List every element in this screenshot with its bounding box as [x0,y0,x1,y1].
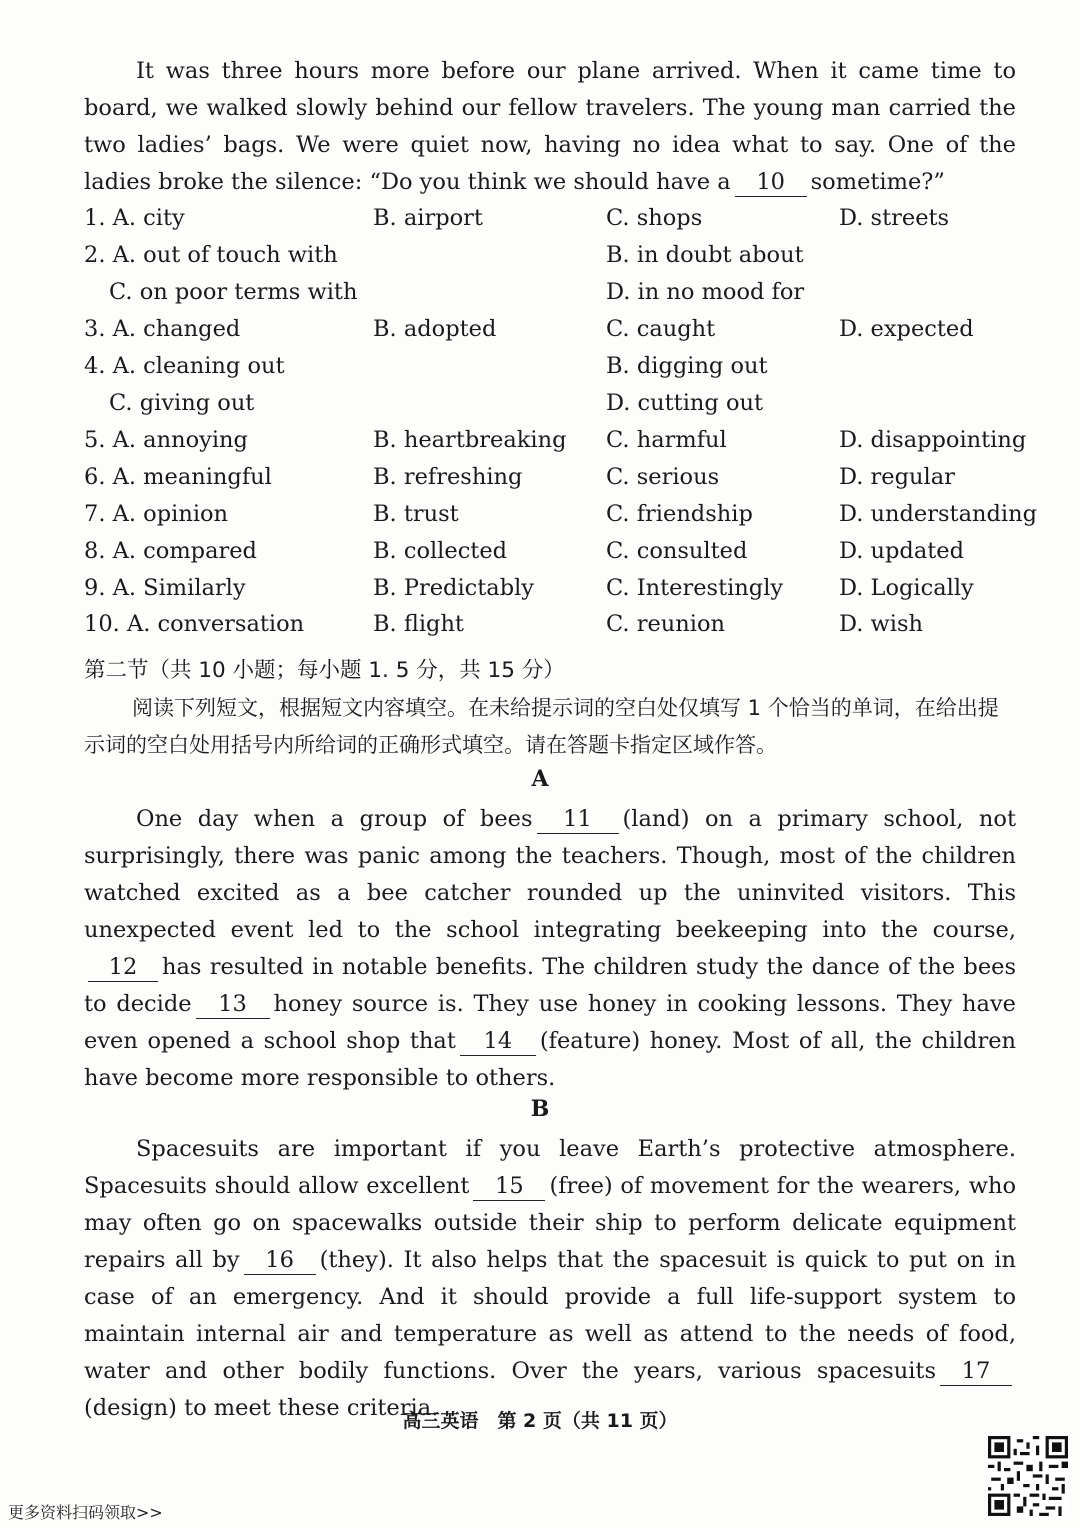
q5-c: C. harmful [606,427,727,453]
q2-c: C. on poor terms with [109,279,358,305]
q5-d: D. disappointing [839,427,1027,453]
q9-d: D. Logically [839,575,974,601]
blank-12: 12 [88,953,158,982]
q8-a: 8. A. compared [84,538,257,564]
q3-b: B. adopted [373,316,497,342]
q6-b: B. refreshing [373,464,523,490]
q3-c: C. caught [606,316,716,342]
blank-16: 16 [244,1246,316,1275]
passage-a-heading: A [531,766,549,792]
q4-b: B. digging out [606,353,768,379]
q7-c: C. friendship [606,501,753,527]
q10-b: B. flight [373,611,464,637]
q3-a: 3. A. changed [84,316,241,342]
q1-d: D. streets [839,205,950,231]
blank-17: 17 [940,1357,1012,1386]
blank-13: 13 [196,990,270,1019]
q5-b: B. heartbreaking [373,427,567,453]
passage-b-heading: B [530,1096,550,1122]
passage-a: One day when a group of bees 11 (land) on a primary school, not surprisingly, there was panic among the teachers. Though, most of the children watched excited as a bee catcher rounded up the uninvited visitors. This unexpected event led to the school integrating beekeeping into the course,12 has resulted in notable benefits. The children study the dance of the bees to decide 13 honey source is. They use honey in cooking lessons. They have even opened a school shop that 14 (feature) honey. Most of all, the children have become more responsible to others. [84,806,1017,1091]
q1-c: C. shops [606,205,703,231]
q8-d: D. updated [839,538,965,564]
q6-d: D. regular [839,464,955,490]
q9-a: 9. A. Similarly [84,575,246,601]
q4-c: C. giving out [109,390,255,416]
q8-c: C. consulted [606,538,748,564]
q1-b: B. airport [373,205,483,231]
q4-a: 4. A. cleaning out [84,353,285,379]
q2-a: 2. A. out of touch with [84,242,338,268]
passage-b: Spacesuits are important if you leave Earth’s protective atmosphere. Spacesuits should allow excellent 15 (free) of movement for the wearers, who may often go on spacewalks outside their ship to perform delicate equipment repairs all by 16 (they). It also helps that the spacesuit is quick to put on in case of an emergency. And it should provide a full life-support system to maintain internal air and temperature as well as attend to the needs of food, water and other bodily functions. Over the years, various spacesuits 17(design) to meet these criteria. [84,1136,1016,1421]
page-footer: 高三英语 第 2 页（共 11 页） [402,1410,678,1432]
q9-b: B. Predictably [373,575,535,601]
q6-c: C. serious [606,464,720,490]
blank-10: 10 [735,168,807,197]
section-title: 第二节（共 10 小题；每小题 1. 5 分，共 15 分） [84,658,565,683]
q6-a: 6. A. meaningful [84,464,272,490]
q9-c: C. Interestingly [606,575,784,601]
q7-d: D. understanding [839,501,1037,527]
q7-b: B. trust [373,501,459,527]
promo-note[interactable]: 更多资料扫码领取>> [8,1503,163,1522]
q10-c: C. reunion [606,611,726,637]
section-instruction: 阅读下列短文，根据短文内容填空。在未给提示词的空白处仅填写 1 个恰当的单词，在给出提示词的空白处用括号内所给词的正确形式填空。请在答题卡指定区域作答。 [84,696,999,757]
q4-d: D. cutting out [606,390,764,416]
q3-d: D. expected [839,316,974,342]
qr-code-icon[interactable] [988,1436,1068,1516]
blank-14: 14 [460,1027,536,1056]
q2-b: B. in doubt about [606,242,804,268]
passage-end: It was three hours more before our plane arrived. When it came time to board, we walked slowly behind our fellow travelers. The young man carried the two ladies’ bags. We were quiet now, having no idea what to say. One of the ladies broke the silence: “Do you think we should have a 10 sometime?” [84,58,1016,195]
q10-d: D. wish [839,611,924,637]
q10-a: 10. A. conversation [84,611,305,637]
blank-11: 11 [537,805,619,834]
q1-a: 1. A. city [84,205,185,231]
blank-15: 15 [473,1172,545,1201]
q5-a: 5. A. annoying [84,427,248,453]
q7-a: 7. A. opinion [84,501,229,527]
q8-b: B. collected [373,538,508,564]
q2-d: D. in no mood for [606,279,805,305]
